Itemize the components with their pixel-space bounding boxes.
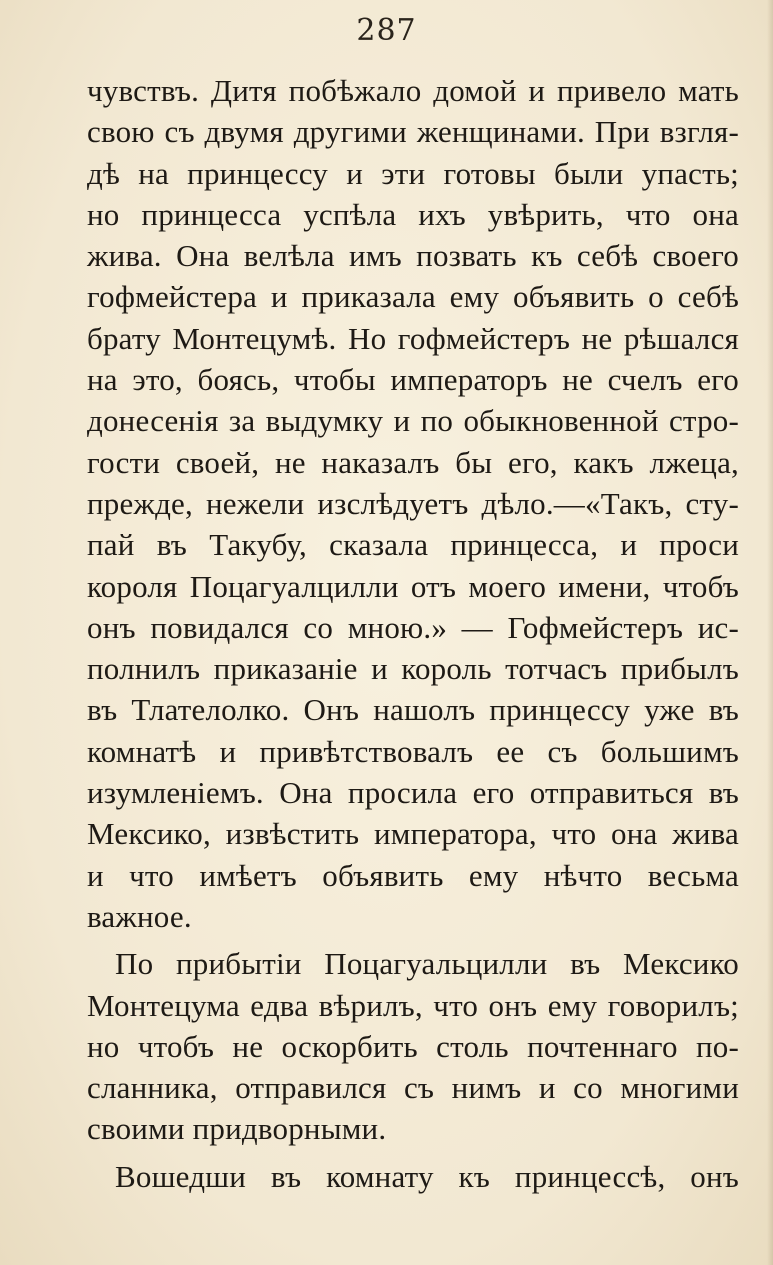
text-line: короля Поцагуалцилли отъ моего имени, чтобъ [87, 568, 739, 604]
page-edge-shadow [767, 0, 773, 1265]
text-line: и что имѣетъ объявить ему нѣчто весьма [87, 857, 739, 893]
text-line: но чтобъ не оскорбить столь почтеннаго по- [87, 1028, 739, 1064]
body-text [87, 70, 739, 1197]
text-line: Монтецума едва вѣрилъ, что онъ ему говорилъ; [87, 987, 739, 1023]
text-line: брату Монтецумѣ. Но гофмейстеръ не рѣшался [87, 320, 739, 356]
text-line: пай въ Такубу, сказала принцесса, и проси [87, 527, 739, 563]
text-line: жива. Она велѣла имъ позвать къ себѣ своего [87, 238, 739, 274]
text-line: свою съ двумя другими женщинами. При взгля- [87, 114, 739, 150]
text-line: дѣ на принцессу и эти готовы были упасть; [87, 155, 739, 191]
text-line: чувствъ. Дитя побѣжало домой и привело мать [87, 73, 739, 108]
text-line: онъ повидался со мною.» — Гофмейстеръ ис- [87, 609, 739, 645]
text-line: гости своей, не наказалъ бы его, какъ лжеца, [87, 444, 739, 480]
text-line: прежде, нежели изслѣдуетъ дѣло.—«Такъ, сту- [87, 485, 739, 521]
text-line: но принцесса успѣла ихъ увѣрить, что она [87, 196, 739, 232]
text-line: сланника, отправился съ нимъ и со многими [87, 1070, 739, 1106]
text-line: Вошедши въ комнату къ принцессѣ, онъ [115, 1158, 739, 1194]
text-line: на это, боясь, чтобы императоръ не счелъ его [87, 362, 739, 398]
text-line: важное. [87, 898, 192, 934]
text-line: донесенія за выдумку и по обыкновенной стро- [87, 403, 739, 439]
text-line: Мексико, извѣстить императора, что она жива [87, 816, 739, 852]
text-line: комнатѣ и привѣтствовалъ ее съ большимъ [87, 733, 739, 769]
text-line: въ Тлателолко. Онъ нашолъ принцессу уже въ [87, 692, 739, 728]
text-line: изумленіемъ. Она просила его отправиться въ [87, 775, 739, 811]
page-number: 287 [356, 13, 417, 48]
text-line: полнилъ приказаніе и король тотчасъ прибылъ [87, 651, 739, 687]
text-line: гофмейстера и приказала ему объявить о себѣ [87, 279, 739, 315]
text-line: По прибытіи Поцагуальцилли въ Мексико [115, 946, 739, 982]
text-line: своими придворными. [87, 1111, 387, 1147]
